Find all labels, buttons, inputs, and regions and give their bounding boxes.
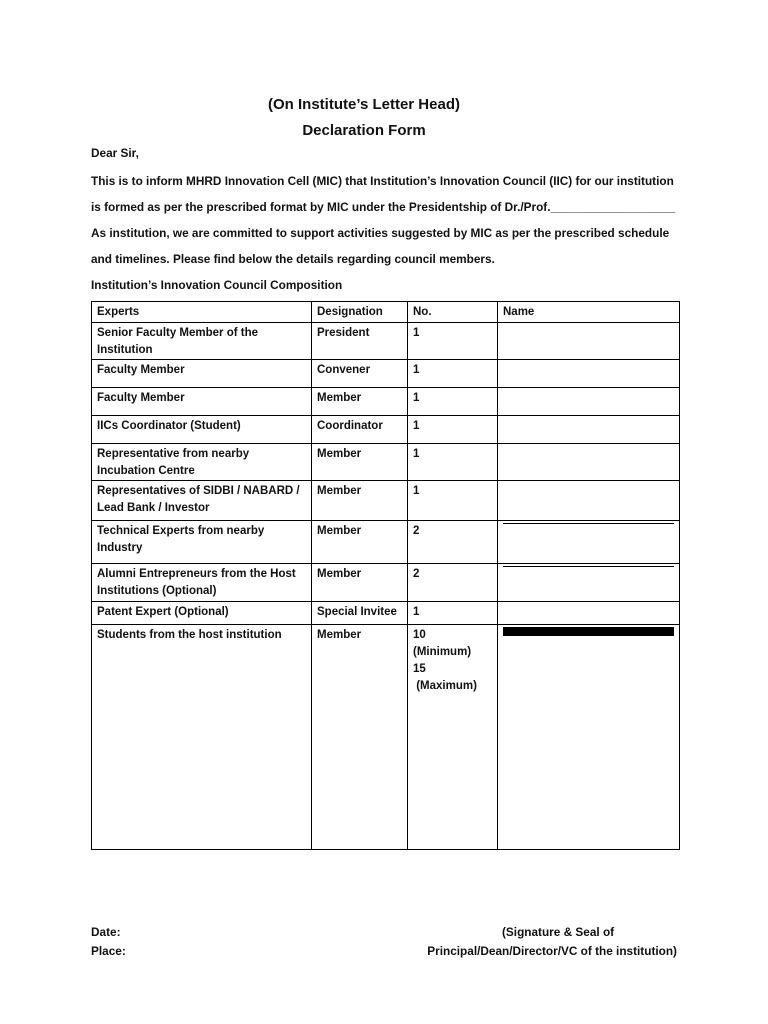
cell-experts: IICs Coordinator (Student)	[92, 416, 312, 444]
name-field-group	[498, 564, 680, 602]
cell-designation: Member	[312, 564, 408, 602]
table-row	[92, 388, 680, 416]
cell-experts: Senior Faculty Member of the Institution	[92, 323, 312, 360]
cell-no: 1	[408, 360, 498, 388]
cell-experts: Representatives of SIDBI / NABARD / Lead Bank / Investor	[92, 481, 312, 521]
no-line: (Maximum)	[413, 680, 477, 692]
header-no: No.	[408, 302, 498, 323]
table-row	[92, 521, 680, 564]
place-label: Place:	[91, 944, 126, 958]
name-field[interactable]	[503, 635, 674, 636]
cell-experts: Representative from nearby Incubation Centre	[92, 444, 312, 481]
header-experts: Experts	[92, 302, 312, 323]
body-line-1: This is to inform MHRD Innovation Cell (MIC) that Institution’s Innovation Council (IIC) for our institution	[91, 174, 674, 188]
table-row	[92, 360, 680, 388]
no-line: 10	[413, 629, 426, 641]
name-field[interactable]	[503, 566, 674, 567]
cell-no: 1	[408, 602, 498, 625]
cell-experts: Alumni Entrepreneurs from the Host Institutions (Optional)	[92, 564, 312, 602]
name-field[interactable]	[503, 523, 674, 524]
table-row	[92, 481, 680, 521]
table-row	[92, 444, 680, 481]
cell-experts: Technical Experts from nearby Industry	[92, 521, 312, 564]
cell-no: 1	[408, 444, 498, 481]
cell-no: 1	[408, 388, 498, 416]
cell-designation: Member	[312, 481, 408, 521]
date-label: Date:	[91, 925, 121, 939]
table-header-row	[92, 302, 680, 323]
council-composition-table	[91, 301, 680, 850]
cell-designation: Member	[312, 444, 408, 481]
cell-no: 1	[408, 323, 498, 360]
name-field[interactable]	[498, 323, 680, 360]
body-line-3: As institution, we are committed to support activities suggested by MIC as per the prescribed schedule	[91, 226, 670, 240]
table-row	[92, 564, 680, 602]
table-row	[92, 625, 680, 850]
name-field[interactable]	[498, 416, 680, 444]
cell-designation: President	[312, 323, 408, 360]
cell-experts: Faculty Member	[92, 388, 312, 416]
name-field[interactable]	[498, 444, 680, 481]
name-field-group	[498, 521, 680, 564]
cell-no: 1	[408, 416, 498, 444]
signature-label-line-2: Principal/Dean/Director/VC of the institution)	[427, 944, 677, 958]
cell-experts: Patent Expert (Optional)	[92, 602, 312, 625]
cell-no	[408, 625, 498, 850]
cell-designation: Member	[312, 521, 408, 564]
cell-designation: Convener	[312, 360, 408, 388]
name-field[interactable]	[498, 388, 680, 416]
cell-experts: Faculty Member	[92, 360, 312, 388]
name-field[interactable]	[498, 602, 680, 625]
no-line: 15	[413, 663, 426, 675]
cell-designation: Coordinator	[312, 416, 408, 444]
no-line: (Minimum)	[413, 646, 472, 658]
body-line-2: is formed as per the prescribed format by MIC under the Presidentship of Dr./Prof.___________________	[91, 200, 676, 214]
header-designation: Designation	[312, 302, 408, 323]
cell-no: 2	[408, 564, 498, 602]
body-line-4: and timelines. Please find below the details regarding council members.	[91, 252, 495, 266]
cell-no: 1	[408, 481, 498, 521]
name-field-group	[498, 625, 680, 850]
table-row	[92, 416, 680, 444]
header-name: Name	[498, 302, 680, 323]
form-title: Declaration Form	[302, 122, 426, 139]
name-field[interactable]	[498, 360, 680, 388]
table-row	[92, 323, 680, 360]
cell-no: 2	[408, 521, 498, 564]
section-title: Institution’s Innovation Council Composition	[91, 278, 343, 292]
greeting: Dear Sir,	[91, 146, 139, 160]
letterhead-note: (On Institute’s Letter Head)	[268, 96, 460, 113]
cell-designation: Member	[312, 388, 408, 416]
cell-designation: Special Invitee	[312, 602, 408, 625]
cell-designation: Member	[312, 625, 408, 850]
name-field[interactable]	[498, 481, 680, 521]
signature-label-line-1: (Signature & Seal of	[502, 925, 615, 939]
table-row	[92, 602, 680, 625]
cell-experts: Students from the host institution	[92, 625, 312, 850]
